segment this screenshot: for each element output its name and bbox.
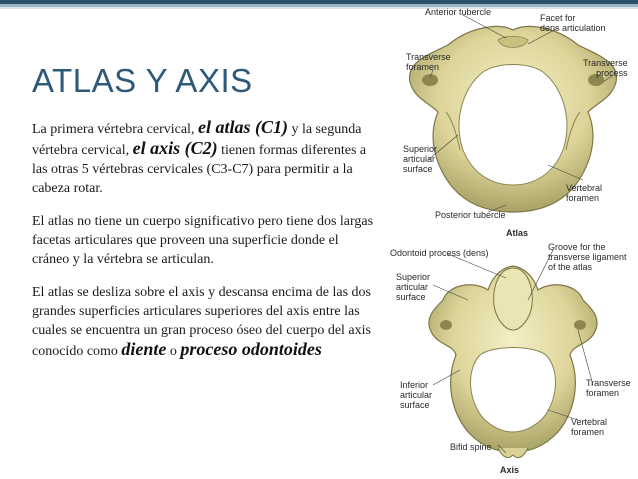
paragraph-1	[32, 118, 377, 198]
p3-odontoid-term: proceso odontoides	[180, 339, 322, 359]
label-transverse-process: Transverse process	[583, 58, 628, 78]
label-vertebral-foramen-axis: Vertebral foramen	[571, 417, 608, 437]
p1-text-c: y la segunda vértebra cervical,	[32, 122, 362, 158]
p1-atlas-term: el atlas (C1)	[197, 117, 288, 137]
p1-axis-term: el axis (C2)	[132, 138, 218, 158]
label-odontoid-process: Odontoid process (dens)	[390, 248, 489, 258]
label-posterior-tubercle: Posterior tubercle	[435, 210, 506, 220]
label-groove-transverse-ligament: Groove for the transverse ligament of the atlas	[548, 242, 627, 272]
p3-text-c: o	[166, 344, 181, 359]
label-superior-articular-atlas: Superior articular surface	[403, 144, 438, 174]
label-inferior-articular-axis: Inferior articular surface	[400, 380, 433, 410]
label-transverse-foramen-axis: Transverse foramen	[586, 378, 631, 398]
label-vertebral-foramen-atlas: Vertebral foramen	[566, 183, 603, 203]
vertebrae-figure	[388, 0, 638, 479]
caption-axis: Axis	[500, 465, 520, 475]
slide-body	[32, 118, 377, 375]
p3-text-a: El atlas se desliza sobre el axis y descansa encima de las dos grandes superficies articulares superiores del axis entre las cuales se encuentra un gran proceso óseo del cuerpo del axis conocido como	[32, 285, 371, 359]
label-superior-articular-axis: Superior articular surface	[396, 272, 431, 302]
p3-dens-term: diente	[121, 339, 167, 359]
label-transverse-foramen-atlas: Transverse foramen	[406, 52, 451, 72]
label-bifid-spine: Bifid spine	[450, 442, 492, 452]
caption-atlas: Atlas	[506, 228, 529, 238]
slide-title: ATLAS Y AXIS	[32, 62, 253, 99]
p1-text-e: tienen formas diferentes a las otras 5 vértebras cervicales (C3-C7) para permitir a la cabeza rotar.	[32, 143, 367, 196]
paragraph-3	[32, 283, 377, 361]
paragraph-2: El atlas no tiene un cuerpo significativo pero tiene dos largas facetas articulares que proveen una superficie donde el cráneo y la vértebra se articulan.	[32, 214, 374, 267]
p1-text-a: La primera vértebra cervical,	[32, 122, 198, 137]
label-anterior-tubercle: Anterior tubercle	[425, 7, 492, 17]
label-facet-dens: Facet for dens articulation	[540, 13, 606, 33]
